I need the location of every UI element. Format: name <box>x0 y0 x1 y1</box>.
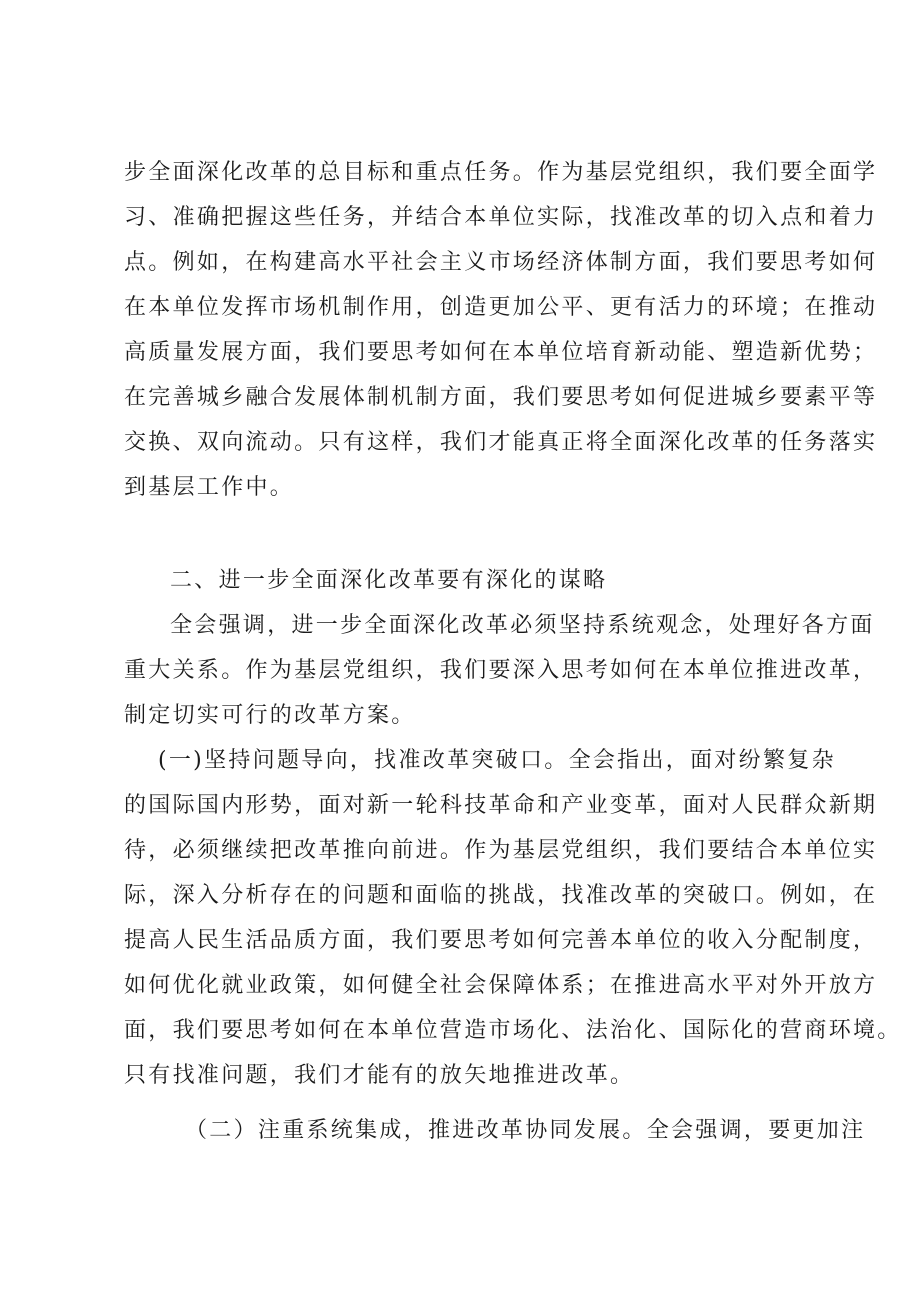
paragraph-line: 的国际国内形势，面对新一轮科技革命和产业变革，面对人民群众新期 <box>124 793 878 818</box>
paragraph-line: 提高人民生活品质方面，我们要思考如何完善本单位的收入分配制度， <box>124 928 878 953</box>
paragraph-line: 步全面深化改革的总目标和重点任务。作为基层党组织，我们要全面学 <box>124 160 878 185</box>
paragraph-line: 高质量发展方面，我们要思考如何在本单位培育新动能、塑造新优势； <box>124 340 878 365</box>
paragraph-line: 全会强调，进一步全面深化改革必须坚持系统观念，处理好各方面 <box>170 613 875 638</box>
paragraph-line: 只有找准问题，我们才能有的放矢地推进改革。 <box>124 1063 635 1088</box>
paragraph-line: 重大关系。作为基层党组织，我们要深入思考如何在本单位推进改革， <box>124 658 878 683</box>
paragraph-line: 面，我们要思考如何在本单位营造市场化、法治化、国际化的营商环境。 <box>124 1018 902 1043</box>
paragraph-line: 到基层工作中。 <box>124 475 295 500</box>
paragraph-line: 制定切实可行的改革方案。 <box>124 703 416 728</box>
paragraph-line: 点。例如，在构建高水平社会主义市场经济体制方面，我们要思考如何 <box>124 250 878 275</box>
paragraph-line: 在本单位发挥市场机制作用，创造更加公平、更有活力的环境；在推动 <box>124 295 878 320</box>
paragraph-line: 交换、双向流动。只有这样，我们才能真正将全面深化改革的任务落实 <box>124 430 878 455</box>
paragraph-line: 在完善城乡融合发展体制机制方面，我们要思考如何促进城乡要素平等 <box>124 385 878 410</box>
paragraph-line: 际，深入分析存在的问题和面临的挑战，找准改革的突破口。例如，在 <box>124 883 878 908</box>
paragraph-line: 待，必须继续把改革推向前进。作为基层党组织，我们要结合本单位实 <box>124 838 878 863</box>
subsection-heading-line: (一)坚持问题导向，找准改革突破口。全会指出，面对纷繁复杂 <box>158 748 836 773</box>
paragraph-line: 习、准确把握这些任务，并结合本单位实际，找准改革的切入点和着力 <box>124 205 878 230</box>
section-heading: 二、进一步全面深化改革要有深化的谋略 <box>170 568 608 593</box>
subsection-heading-line: （二）注重系统集成，推进改革协同发展。全会强调，要更加注 <box>185 1118 866 1143</box>
paragraph-line: 如何优化就业政策，如何健全社会保障体系；在推进高水平对外开放方 <box>124 973 878 998</box>
